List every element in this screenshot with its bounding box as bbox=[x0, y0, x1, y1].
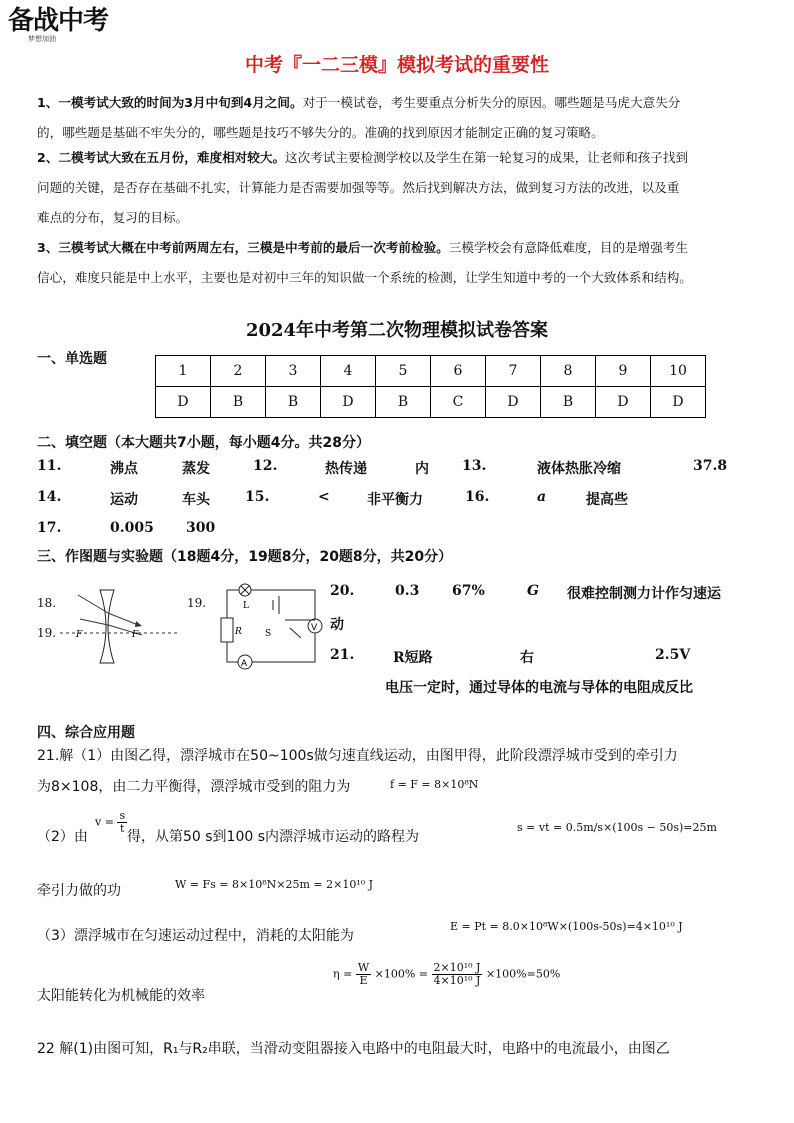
intro-3 bbox=[37, 233, 757, 293]
sol-line-3a: （2）由 bbox=[37, 829, 88, 845]
header-title: 中考『一二三模』模拟考试的重要性 bbox=[244, 54, 549, 76]
doc-title: 2024年中考第二次物理模拟试卷答案 bbox=[245, 320, 549, 341]
intro-1-rest: 对于一模试卷，考生要重点分析失分的原因。哪些题是马虎大意失分 bbox=[302, 95, 681, 110]
logo-main: 备战中考 bbox=[8, 6, 109, 36]
answer: D bbox=[596, 387, 651, 418]
focus-label-right: F bbox=[132, 630, 139, 640]
logo bbox=[8, 8, 126, 48]
eta-den: E bbox=[359, 974, 368, 987]
fill-item: 12. bbox=[253, 458, 278, 474]
intro-3-lead: 3、三模考试大概在中考前两周左右，三模是中考前的最后一次考前检验。 bbox=[37, 240, 449, 255]
fill-item: 沸点 bbox=[110, 461, 138, 477]
answer-table-numbers bbox=[156, 356, 706, 387]
answer: B bbox=[541, 387, 596, 418]
sol-line-6: 太阳能转化为机械能的效率 bbox=[37, 988, 205, 1004]
qnum: 6 bbox=[431, 356, 486, 387]
fill-item: 11. bbox=[37, 458, 62, 474]
formula-energy: E = Pt = 8.0×10⁸W×(100s-50s)=4×10¹⁰ J bbox=[450, 920, 683, 933]
answer: D bbox=[651, 387, 706, 418]
formula-work: W = Fs = 8×10⁸N×25m = 2×10¹⁰ J bbox=[175, 878, 374, 891]
ray-incident-2 bbox=[80, 619, 108, 625]
eta-mid: ×100% = bbox=[374, 967, 429, 981]
intro-2 bbox=[37, 143, 757, 233]
answer-table-answers bbox=[156, 387, 706, 418]
formula-friction: f = F = 8×10⁸N bbox=[390, 778, 479, 791]
answer: B bbox=[376, 387, 431, 418]
section-3-heading: 三、作图题与实验题（18题4分，19题8分，20题8分，共20分） bbox=[37, 549, 453, 565]
fill-item: 37.8 bbox=[693, 458, 728, 474]
formula-efficiency bbox=[333, 962, 560, 987]
fill-item: 内 bbox=[415, 461, 429, 477]
fill-item: 提高些 bbox=[586, 492, 628, 508]
ray-refracted bbox=[108, 613, 138, 625]
ammeter-label: A bbox=[241, 659, 248, 669]
section-1-heading: 一、单选题 bbox=[37, 351, 107, 367]
switch-icon bbox=[290, 628, 301, 638]
q19-label: 19. bbox=[37, 626, 57, 640]
answer-table bbox=[155, 355, 706, 418]
answer: C bbox=[431, 387, 486, 418]
intro-2-l2: 问题的关键，是否存在基础不扎实，计算能力是否需要加强等等。然后找到解决方法，做到复习方法的改进，以及重 bbox=[37, 180, 680, 195]
section-2-heading: 二、填空题（本大题共7小题，每小题4分。共28分） bbox=[37, 435, 370, 451]
fill-item: a bbox=[537, 489, 547, 505]
lens-diagram bbox=[60, 585, 180, 670]
sol-line-3b: 得，从第50 s到100 s内漂浮城市运动的路程为 bbox=[127, 829, 420, 845]
velocity-fraction bbox=[117, 810, 127, 835]
circuit-wire bbox=[227, 590, 315, 662]
q21-answer-4: 电压一定时，通过导体的电流与导体的电阻成反比 bbox=[385, 680, 693, 696]
intro-1 bbox=[37, 88, 757, 148]
fill-item: 0.005 bbox=[110, 520, 154, 536]
formula-distance: s = vt = 0.5m/s×(100s − 50s)=25m bbox=[517, 821, 717, 834]
eta-end: ×100%=50% bbox=[485, 967, 561, 981]
sol-line-2: 为8×108，由二力平衡得，漂浮城市受到的阻力为 bbox=[37, 779, 351, 795]
intro-1-lead: 1、一模考试大致的时间为3月中旬到4月之间。 bbox=[37, 95, 303, 110]
intro-2-lead: 2、二模考试大致在五月份，难度相对较大。 bbox=[37, 150, 286, 165]
qnum: 3 bbox=[266, 356, 321, 387]
qnum: 9 bbox=[596, 356, 651, 387]
sol-line-1: 21.解（1）由图乙得，漂浮城市在50~100s做匀速直线运动，由图甲得，此阶段漂浮城市受到的牵引力 bbox=[37, 748, 678, 764]
answer: D bbox=[486, 387, 541, 418]
q20-answer-5: 动 bbox=[330, 617, 344, 633]
intro-3-l2: 信心，难度只能是中上水平，主要也是对初中三年的知识做一个系统的检测，让学生知道中考的一个大致体系和结构。 bbox=[37, 270, 692, 285]
fill-item: 蒸发 bbox=[182, 461, 210, 477]
fill-item: 热传递 bbox=[325, 461, 367, 477]
fill-item: 17. bbox=[37, 520, 62, 536]
qnum: 4 bbox=[321, 356, 376, 387]
fill-item: 液体热胀冷缩 bbox=[537, 461, 621, 477]
logo-sub: 梦想加油 bbox=[28, 35, 56, 43]
eta-lhs: η = bbox=[333, 967, 353, 981]
velocity-num: s bbox=[119, 809, 126, 822]
q20-label: 20. bbox=[330, 583, 355, 599]
eta-fraction-1 bbox=[356, 962, 371, 987]
fill-item: 16. bbox=[465, 489, 490, 505]
sol-line-7: 22 解(1)由图可知，R₁与R₂串联，当滑动变阻器接入电路中的电阻最大时，电路中的电流最小，由图乙 bbox=[37, 1041, 670, 1057]
arrow-icon bbox=[135, 621, 142, 627]
answer: D bbox=[321, 387, 376, 418]
fill-item: 14. bbox=[37, 489, 62, 505]
fill-item: 300 bbox=[186, 520, 216, 536]
qnum: 1 bbox=[156, 356, 211, 387]
sol-line-5: （3）漂浮城市在匀速运动过程中，消耗的太阳能为 bbox=[37, 928, 354, 944]
q20-answer-2: 67% bbox=[452, 583, 485, 599]
q21-answer-3: 2.5V bbox=[655, 647, 691, 663]
fill-item: 非平衡力 bbox=[367, 492, 423, 508]
q19-circuit-label: 19. bbox=[187, 596, 207, 610]
switch-label: S bbox=[265, 629, 272, 639]
q20-answer-3: G bbox=[527, 583, 539, 599]
lamp-label: L bbox=[243, 601, 249, 611]
fill-item: 车头 bbox=[182, 492, 210, 508]
eta-fraction-2 bbox=[432, 962, 483, 987]
intro-2-l3: 难点的分布，复习的目标。 bbox=[37, 210, 189, 225]
resistor-label: R bbox=[235, 627, 242, 637]
fill-item: < bbox=[318, 489, 330, 505]
qnum: 8 bbox=[541, 356, 596, 387]
q21-answer-1: R短路 bbox=[393, 650, 433, 666]
qnum: 2 bbox=[211, 356, 266, 387]
fill-item: 15. bbox=[245, 489, 270, 505]
fill-item: 13. bbox=[462, 458, 487, 474]
q20-answer-4: 很难控制测力计作匀速运 bbox=[567, 586, 721, 602]
q18-label: 18. bbox=[37, 596, 57, 610]
q21-answer-2: 右 bbox=[520, 650, 534, 666]
intro-3-rest: 三模学校会有意降低难度，目的是增强考生 bbox=[448, 240, 689, 255]
eta-num: W bbox=[357, 961, 370, 974]
velocity-lhs: v = bbox=[95, 815, 114, 829]
eta-den2: 4×10¹⁰ J bbox=[433, 974, 481, 987]
sol-line-4: 牵引力做的功 bbox=[37, 883, 121, 899]
circuit-diagram bbox=[215, 580, 325, 675]
eta-num2: 2×10¹⁰ J bbox=[433, 961, 481, 974]
qnum: 7 bbox=[486, 356, 541, 387]
qnum: 10 bbox=[651, 356, 706, 387]
formula-velocity bbox=[95, 810, 127, 835]
velocity-den: t bbox=[120, 822, 125, 835]
resistor-icon bbox=[221, 618, 233, 642]
q20-answer-1: 0.3 bbox=[395, 583, 420, 599]
section-4-heading: 四、综合应用题 bbox=[37, 725, 135, 741]
answer: B bbox=[266, 387, 321, 418]
answer: D bbox=[156, 387, 211, 418]
answer: B bbox=[211, 387, 266, 418]
fill-item: 运动 bbox=[110, 492, 138, 508]
qnum: 5 bbox=[376, 356, 431, 387]
q21-label: 21. bbox=[330, 647, 355, 663]
intro-2-rest: 这次考试主要检测学校以及学生在第一轮复习的成果，让老师和孩子找到 bbox=[285, 150, 689, 165]
intro-1-l2: 的，哪些题是基础不牢失分的，哪些题是技巧不够失分的。准确的找到原因才能制定正确的复习策略。 bbox=[37, 125, 604, 140]
focus-label-left: F bbox=[76, 630, 83, 640]
voltmeter-label: V bbox=[311, 623, 318, 633]
